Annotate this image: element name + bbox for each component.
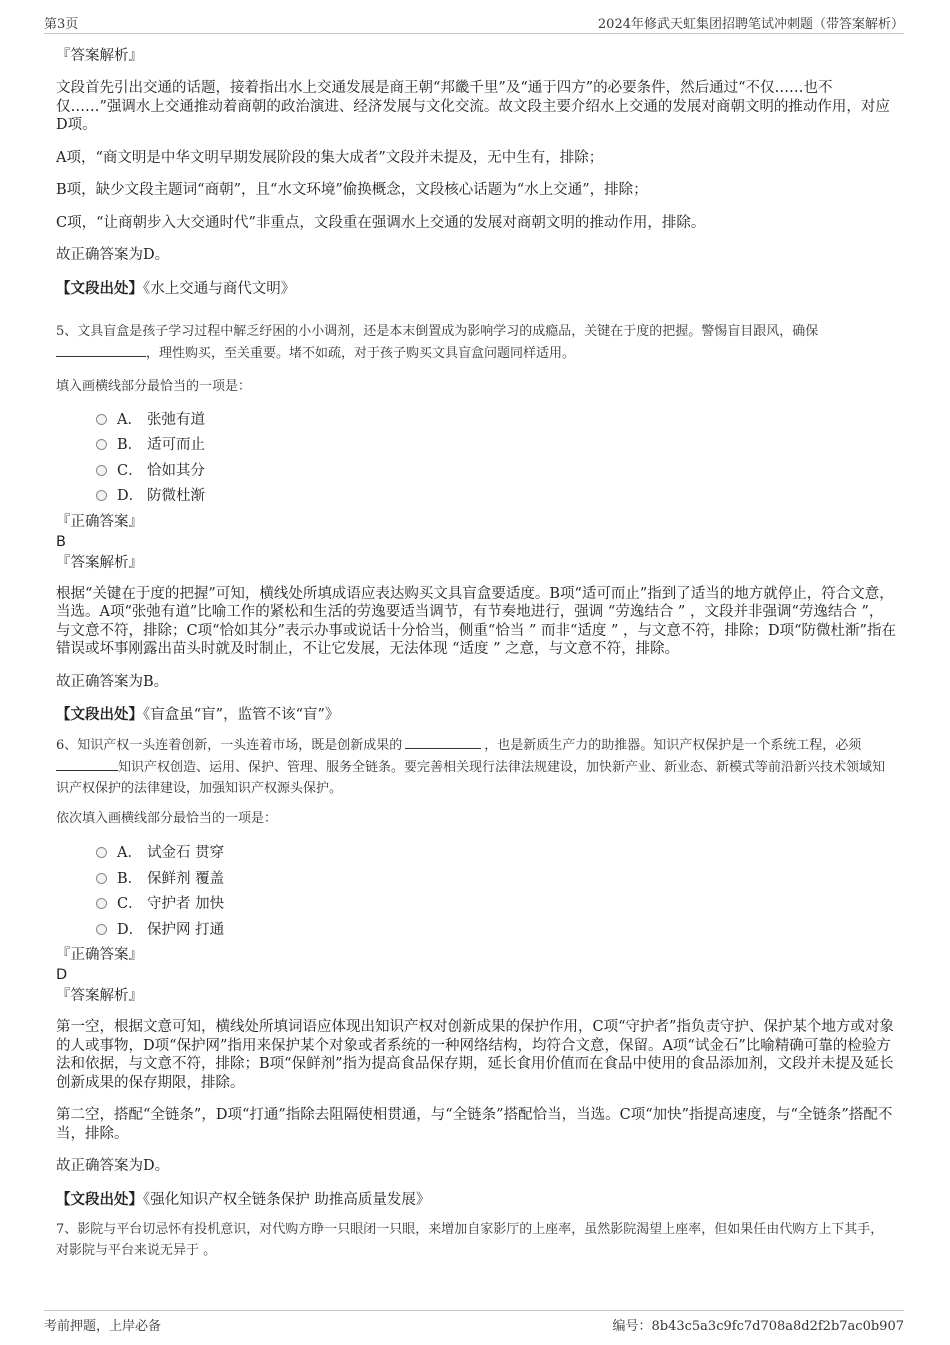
q5-analysis-tag: 『答案解析』: [56, 554, 143, 571]
q6-stem-part3: 知识产权创造、运用、保护、管理、服务全链条。要完善相关现行法律法规建设，加快新产业、新业态、新模式等前沿新兴技术领域知识产权保护的法律建设，加强知识产权源头保护。: [56, 760, 886, 796]
q6-answer: D: [56, 967, 68, 983]
radio-icon[interactable]: [96, 465, 107, 476]
q5-options: [56, 408, 896, 510]
q5-option-b[interactable]: B． 适可而止: [96, 433, 896, 459]
radio-icon[interactable]: [96, 924, 107, 935]
q5-answer: B: [56, 533, 66, 550]
q4-analysis-tag: 『答案解析』: [56, 48, 143, 64]
q5-conclusion: 故正确答案为B。: [56, 673, 169, 690]
q6-conclusion: 故正确答案为D。: [56, 1158, 170, 1174]
radio-icon[interactable]: [96, 439, 107, 450]
q5-prompt: 填入画横线部分最恰当的一项是：: [56, 378, 252, 394]
q6-stem-part2: ，也是新质生产力的助推器。知识产权保护是一个系统工程，必须: [484, 738, 862, 753]
q5-stem-part1: 5、文具盲盒是孩子学习过程中解乏纾困的小小调剂，还是本末倒置成为影响学习的成瘾品，关键在于度的把握。警惕盲目跟风，确保: [56, 323, 819, 339]
question-5: [56, 321, 896, 726]
q4-option-c-analysis: C项，“让商朝步入大交通时代”非重点，文段重在强调水上交通的发展对商朝文明的推动作用，排除。: [56, 214, 706, 231]
radio-icon[interactable]: [96, 414, 107, 425]
q6-stem: [56, 734, 896, 799]
q6-option-b[interactable]: B． 保鲜剂 覆盖: [96, 867, 896, 893]
q4-option-b-analysis: B项，缺少文段主题词“商朝”，且“水文环境”偷换概念，文段核心话题为“水上交通”，排除；: [56, 182, 648, 198]
q5-stem-part2: ，理性购买，至关重要。堵不如疏，对于孩子购买文具盲盒问题同样适用。: [146, 345, 576, 361]
q5-answer-tag: 『正确答案』: [56, 513, 143, 530]
q6-option-d[interactable]: D． 保护网 打通: [96, 918, 896, 944]
q6-analysis-tag: 『答案解析』: [56, 988, 143, 1004]
page-header: [44, 13, 904, 34]
q4-analysis-block: [56, 46, 896, 299]
footer-slogan: 考前押题，上岸必备: [44, 1319, 162, 1334]
question-6: [56, 734, 896, 1210]
radio-icon[interactable]: [96, 898, 107, 909]
q6-source: [56, 1190, 896, 1210]
q5-blank: [56, 342, 146, 357]
radio-icon[interactable]: [96, 873, 107, 884]
q6-blank-1: [405, 734, 481, 749]
q4-analysis-text: 文段首先引出交通的话题，接着指出水上交通发展是商王朝“邦畿千里”及“通于四方”的必要条件，然后通过“不仅……也不仅……”强调水上交通推动着商朝的政治演进、经济发展与文化交流。故文段主要介绍水上交通的发展对商朝文明的推动作用，对应D项。: [56, 80, 890, 133]
page-footer: [44, 1310, 904, 1336]
q5-source-title: 《盲盒虽“盲”，监管不该“盲”》: [143, 707, 340, 723]
q6-blank-2: [56, 756, 118, 771]
q4-source-title: 《水上交通与商代文明》: [143, 280, 296, 297]
q4-source: [56, 279, 896, 299]
q6-analysis-2: 第二空，搭配“全链条”，D项“打通”指除去阻隔使相贯通，与“全链条”搭配恰当，当选。C项“加快”指提高速度，与“全链条”搭配不当，排除。: [56, 1107, 893, 1142]
footer-code: 编号：8b43c5a3c9fc7d708a8d2f2b7ac0b907: [612, 1319, 904, 1334]
page-number: 第3页: [44, 17, 79, 32]
content: [56, 46, 896, 1261]
q6-options: [56, 841, 896, 943]
q6-answer-tag: 『正确答案』: [56, 947, 143, 963]
q6-analysis-1: 第一空，根据文意可知，横线处所填词语应体现出知识产权对创新成果的保护作用，C项“守护者”指负责守护、保护某个地方或对象的人或事物，D项“保护网”指用来保护某个对象或者系统的一种网络结构，均符合文意，保留。A项“试金石”比喻精确可靠的检验方法和依据，与文意不符，排除；B项“保鲜剂”指为提高食品保存期，延长食用价值而在食品中使用的食品添加剂，文段并未提及延长创新成果的保存期限，排除。: [56, 1019, 894, 1091]
q4-source-label: 【文段出处】: [56, 279, 143, 297]
q5-option-a[interactable]: A． 张弛有道: [96, 408, 896, 434]
q4-conclusion: 故正确答案为D。: [56, 247, 170, 263]
q5-stem: [56, 321, 896, 364]
q6-option-a[interactable]: A． 试金石 贯穿: [96, 841, 896, 867]
q4-option-a-analysis: A项，“商文明是中华文明早期发展阶段的集大成者”文段并未提及，无中生有，排除；: [56, 149, 604, 166]
radio-icon[interactable]: [96, 847, 107, 858]
radio-icon[interactable]: [96, 490, 107, 501]
q5-source-label: 【文段出处】: [56, 706, 143, 723]
q6-stem-part1: 6、知识产权一头连着创新，一头连着市场，既是创新成果的: [56, 738, 403, 753]
q5-option-c[interactable]: C． 恰如其分: [96, 459, 896, 485]
q5-analysis-text: 根据“关键在于度的把握”可知，横线处所填成语应表达购买文具盲盒要适度。B项“适可而止”指到了适当的地方就停止，符合文意，当选。A项“张弛有道”比喻工作的紧松和生活的劳逸要适当调节，有节奏地进行，强调 “劳逸结合 ” ，文段并非强调“劳逸结合 ”，与文意不符，排除；C项“恰如其分”表示办事或说话十分恰当，侧重“恰当 ” 而非“适度 ” ，与文意不符，排除；D项“防微杜渐”指在错误或坏事刚露出苗头时就及时制止，不让它发展，无法体现 “适度 ” 之意，与文意不符，排除。: [56, 585, 896, 657]
document-title: 2024年修武天虹集团招聘笔试冲刺题（带答案解析）: [597, 17, 904, 32]
question-7: [56, 1219, 896, 1261]
q6-source-label: 【文段出处】: [56, 1190, 143, 1208]
q6-source-title: 《强化知识产权全链条保护 助推高质量发展》: [143, 1191, 431, 1208]
q5-source: [56, 705, 896, 725]
q6-prompt: 依次填入画横线部分最恰当的一项是：: [56, 811, 278, 826]
q6-option-c[interactable]: C． 守护者 加快: [96, 892, 896, 918]
q5-option-d[interactable]: D． 防微杜渐: [96, 484, 896, 510]
q7-stem: 7、影院与平台切忌怀有投机意识，对代购方睁一只眼闭一只眼，来增加自家影厅的上座率，虽然影院渴望上座率，但如果任由代购方上下其手，对影院与平台来说无异于 。: [56, 1221, 884, 1258]
